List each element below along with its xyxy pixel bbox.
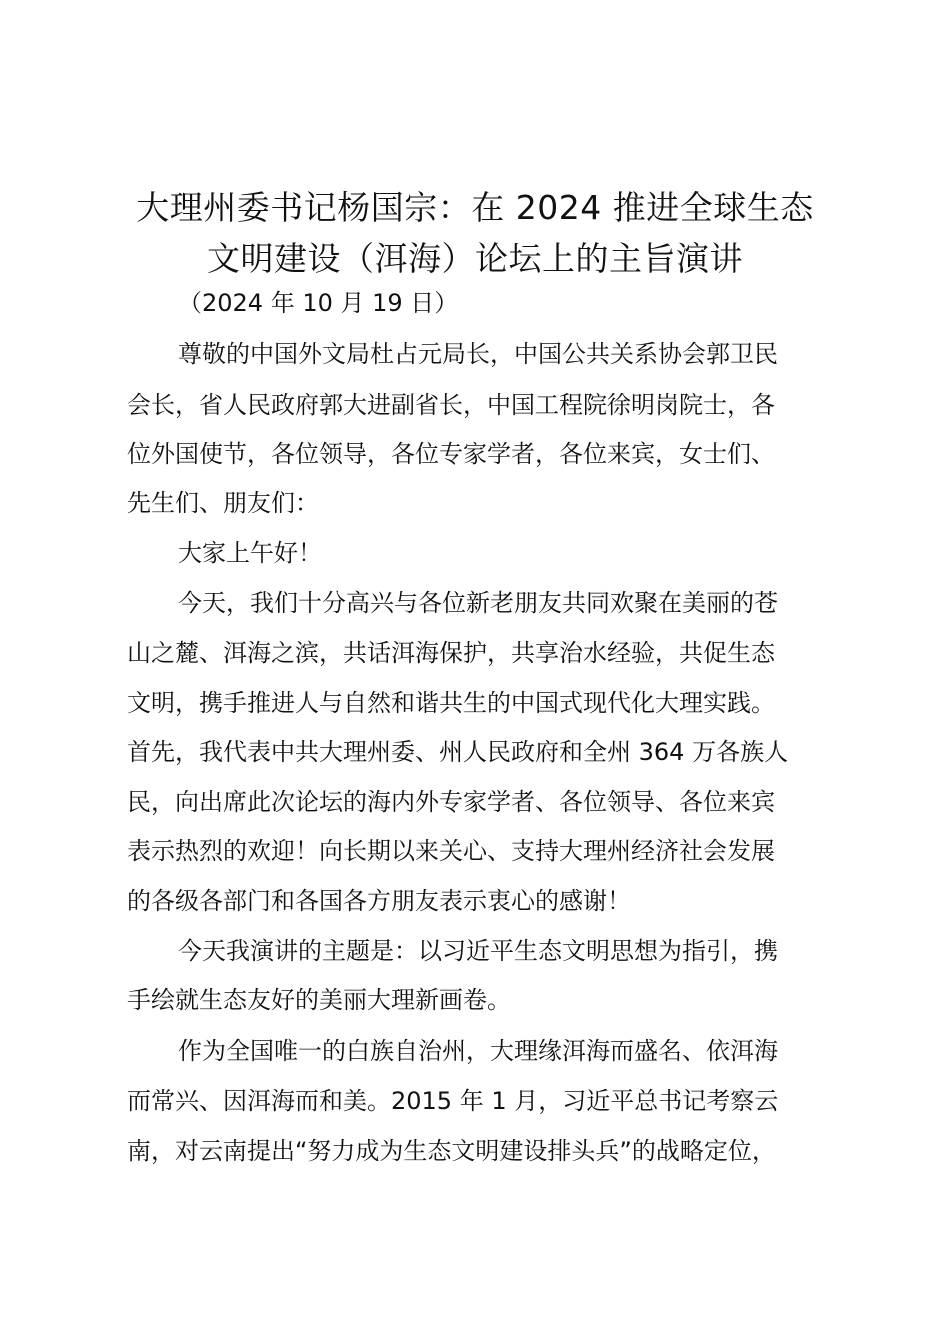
body-line: 尊敬的中国外文局杜占元局长，中国公共关系协会郭卫民 [178, 340, 778, 368]
document-title-line-2: 文明建设（洱海）论坛上的主旨演讲 [207, 239, 743, 278]
body-line: 大家上午好！ [178, 539, 322, 567]
body-line: 会长，省人民政府郭大进副省长，中国工程院徐明岗院士，各 [127, 391, 775, 419]
body-line: 而常兴、因洱海而和美。2015 年 1 月，习近平总书记考察云 [127, 1087, 779, 1115]
document-title-line-1: 大理州委书记杨国宗：在 2024 推进全球生态 [136, 188, 814, 227]
speech-date: （2024 年 10 月 19 日） [178, 289, 459, 317]
body-line: 手绘就生态友好的美丽大理新画卷。 [127, 986, 511, 1014]
body-line: 文明，携手推进人与自然和谐共生的中国式现代化大理实践。 [127, 689, 775, 717]
body-line: 山之麓、洱海之滨，共话洱海保护，共享治水经验，共促生态 [127, 639, 775, 667]
body-line: 今天，我们十分高兴与各位新老朋友共同欢聚在美丽的苍 [178, 589, 778, 617]
body-line: 位外国使节，各位领导，各位专家学者，各位来宾，女士们、 [127, 440, 775, 468]
body-line: 作为全国唯一的白族自治州，大理缘洱海而盛名、依洱海 [178, 1037, 778, 1065]
body-line: 南，对云南提出“努力成为生态文明建设排头兵”的战略定位， [127, 1137, 776, 1165]
body-line: 的各级各部门和各国各方朋友表示衷心的感谢！ [127, 887, 631, 915]
body-line: 先生们、朋友们： [127, 489, 319, 517]
body-line: 今天我演讲的主题是：以习近平生态文明思想为指引，携 [178, 937, 778, 965]
body-line: 表示热烈的欢迎！向长期以来关心、支持大理州经济社会发展 [127, 837, 775, 865]
body-line: 民，向出席此次论坛的海内外专家学者、各位领导、各位来宾 [127, 788, 775, 816]
body-line: 首先，我代表中共大理州委、州人民政府和全州 364 万各族人 [127, 738, 789, 766]
